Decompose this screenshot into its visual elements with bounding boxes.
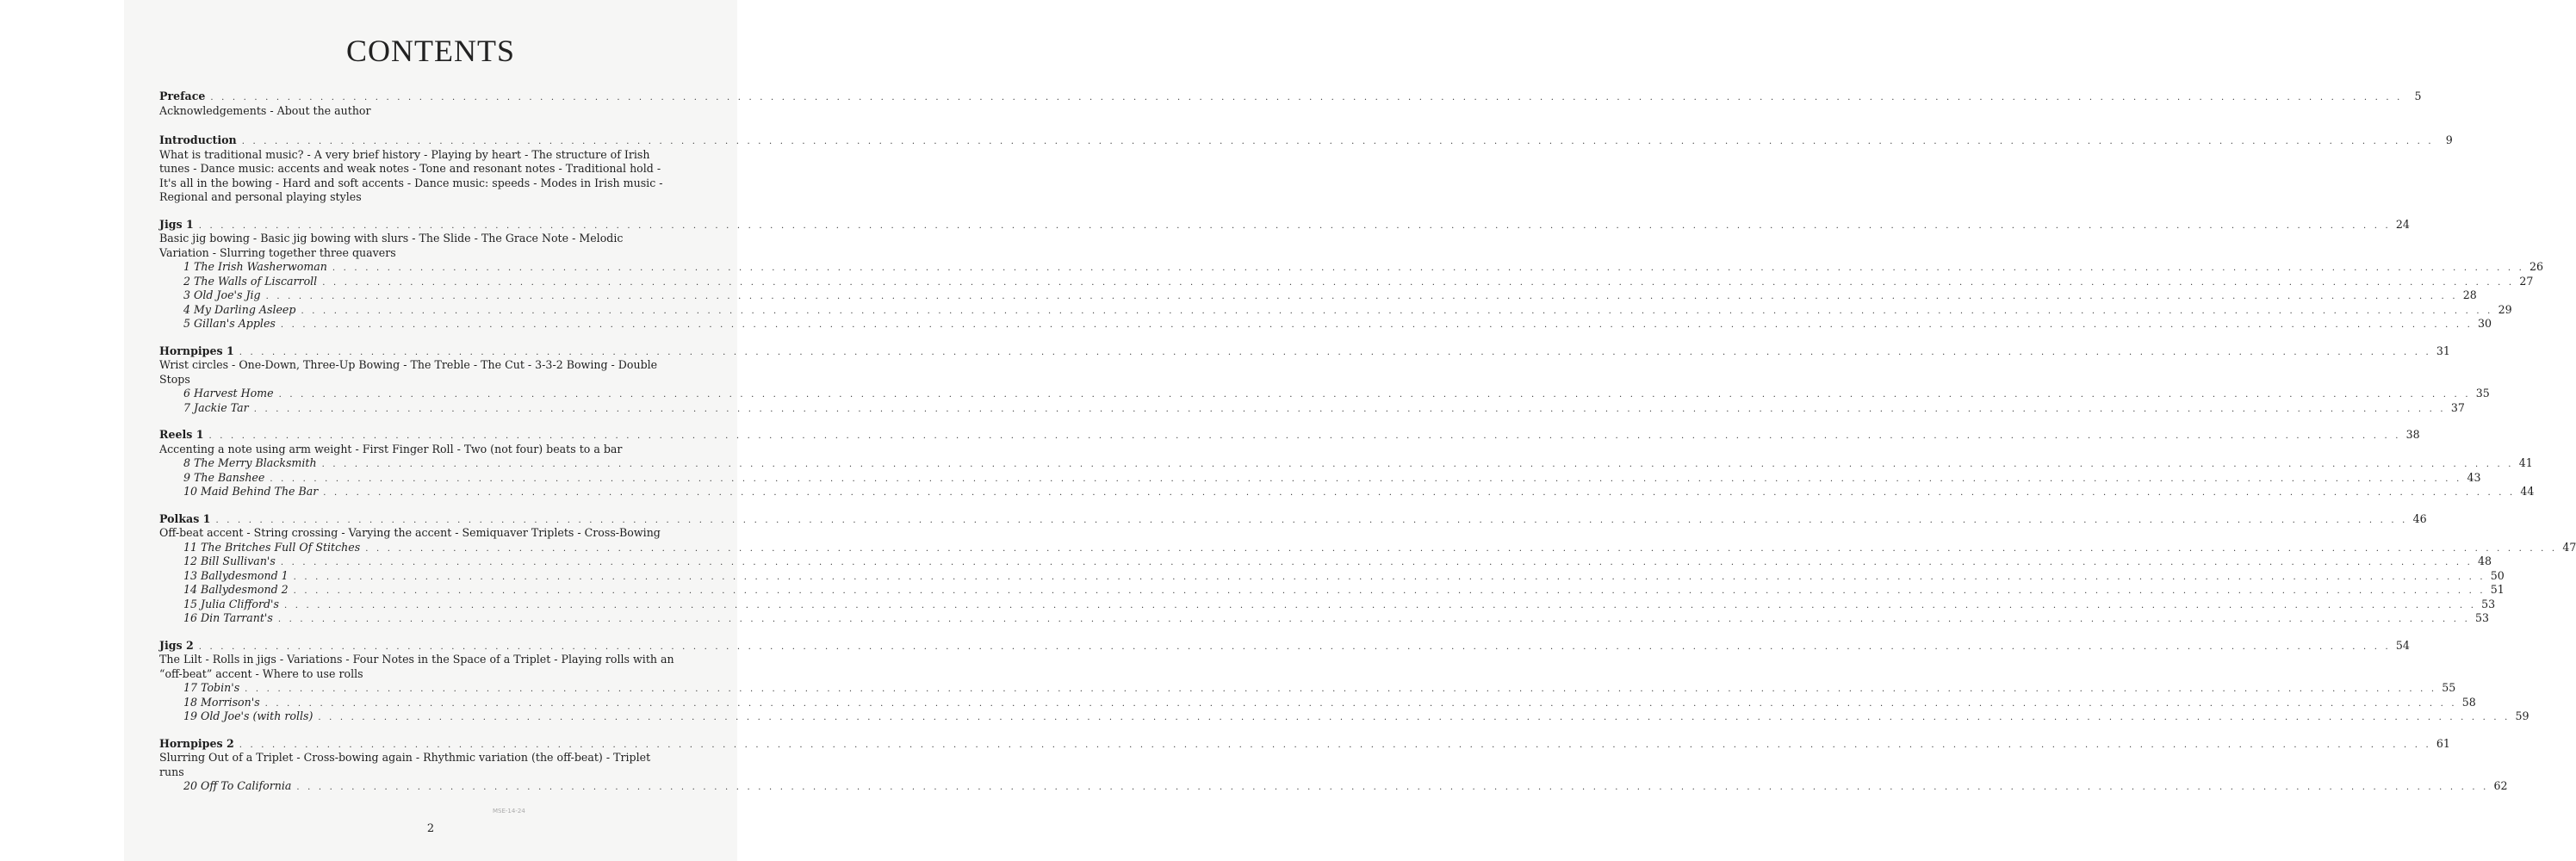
tune-title: 2 The Walls of Liscarroll (183, 274, 318, 288)
tune-entry (159, 554, 2492, 569)
dot-leader: . . . . . . . . . . . . . . . . . . . . . . . . . . . . . . . . . . . . . . . . . . . . . . . . . . . . . . . . . . . . . . . . . . . . . . . . . . . . . . . . . . . . . . . . . . . . . . . . . . . . . . . . . . . . . . . . . . . . . . . . . . . . . . . . . . . . . . . . . . . . . . . . . . . . . . . . . . . . . . . . . . . . . . . . . . . . . . . . . . . . . . . . . . . . . . . . . . . . . . . . (318, 713, 2511, 722)
dot-leader: . . . . . . . . . . . . . . . . . . . . . . . . . . . . . . . . . . . . . . . . . . . . . . . . . . . . . . . . . . . . . . . . . . . . . . . . . . . . . . . . . . . . . . . . . . . . . . . . . . . . . . . . . . . . . . . . . . . . . . . . . . . . . . . . . . . . . . . . . . . . . . . . . . . . . . . . . . . . . . . . . . . . . . . . . . . . . . . . . . . . . . . . . . . . . . . . . . . . . . . . (241, 137, 2434, 146)
section-description: The Lilt - Rolls in jigs - Variations - Four Notes in the Space of a Triplet - Playing rolls with an “off-beat” accent - Where to use rolls (159, 653, 674, 680)
dot-leader: . . . . . . . . . . . . . . . . . . . . . . . . . . . . . . . . . . . . . . . . . . . . . . . . . . . . . . . . . . . . . . . . . . . . . . . . . . . . . . . . . . . . . . . . . . . . . . . . . . . . . . . . . . . . . . . . . . . . . . . . . . . . . . . . . . . . . . . . . . . . . . . . . . . . . . . . . . . . . . . . . . . . . . . . . . . . . . . . . . . . . . . . . . . . . . . . . . . . . . . . (210, 93, 2403, 102)
tune-entry (159, 387, 2490, 401)
toc-section (159, 217, 2544, 331)
toc-section (159, 133, 2453, 205)
tune-page-number: 43 (2467, 470, 2481, 484)
section-description: Acknowledgements - About the author (159, 103, 371, 117)
toc-section (159, 428, 2535, 499)
tune-page-number: 53 (2481, 597, 2496, 610)
tune-entry (159, 779, 2508, 794)
tune-title: 14 Ballydesmond 2 (183, 583, 289, 596)
tune-title: 16 Din Tarrant's (183, 611, 273, 624)
tune-title: 4 My Darling Asleep (183, 302, 296, 316)
section-heading: Hornpipes 2 (159, 736, 234, 750)
tune-title: 6 Harvest Home (183, 387, 274, 400)
tune-title: 9 The Banshee (183, 470, 265, 484)
tune-page-number: 27 (2519, 274, 2534, 288)
section-page-number: 54 (2395, 638, 2410, 652)
tune-page-number: 44 (2520, 485, 2535, 498)
tune-page-number: 26 (2529, 260, 2544, 273)
section-heading-row (159, 344, 2450, 359)
toc-section (159, 638, 2529, 724)
tune-title: 15 Julia Clifford's (183, 597, 279, 610)
tune-page-number: 28 (2462, 288, 2477, 301)
dot-leader: . . . . . . . . . . . . . . . . . . . . . . . . . . . . . . . . . . . . . . . . . . . . . . . . . . . . . . . . . . . . . . . . . . . . . . . . . . . . . . . . . . . . . . . . . . . . . . . . . . . . . . . . . . . . . . . . . . . . . . . . . . . . . . . . . . . . . . . . . . . . . . . . . . . . . . . . . . . . . . . . . . . . . . . . . . . . . . . . . . . . . . . . . . . . . . . . . . . . . . . . (278, 390, 2471, 400)
dot-leader: . . . . . . . . . . . . . . . . . . . . . . . . . . . . . . . . . . . . . . . . . . . . . . . . . . . . . . . . . . . . . . . . . . . . . . . . . . . . . . . . . . . . . . . . . . . . . . . . . . . . . . . . . . . . . . . . . . . . . . . . . . . . . . . . . . . . . . . . . . . . . . . . . . . . . . . . . . . . . . . . . . . . . . . . . . . . . . . . . . . . . . . . . . . . . . . . . . . . . . . . (198, 641, 2391, 652)
tune-title: 20 Off To California (183, 779, 292, 792)
dot-leader: . . . . . . . . . . . . . . . . . . . . . . . . . . . . . . . . . . . . . . . . . . . . . . . . . . . . . . . . . . . . . . . . . . . . . . . . . . . . . . . . . . . . . . . . . . . . . . . . . . . . . . . . . . . . . . . . . . . . . . . . . . . . . . . . . . . . . . . . . . . . . . . . . . . . . . . . . . . . . . . . . . . . . . . . . . . . . . . . . . . . . . . . . . . . . . . . . . . . . . . . (280, 558, 2473, 567)
tune-entry (159, 260, 2544, 275)
tune-entry (159, 302, 2512, 318)
tune-title: 17 Tobin's (183, 681, 240, 694)
tune-entry (159, 274, 2534, 289)
dot-leader: . . . . . . . . . . . . . . . . . . . . . . . . . . . . . . . . . . . . . . . . . . . . . . . . . . . . . . . . . . . . . . . . . . . . . . . . . . . . . . . . . . . . . . . . . . . . . . . . . . . . . . . . . . . . . . . . . . . . . . . . . . . . . . . . . . . . . . . . . . . . . . . . . . . . . . . . . . . . . . . . . . . . . . . . . . . . . . . . . . . . . . . . . . . . . . . . . . . . . . . . (239, 347, 2431, 357)
dot-leader: . . . . . . . . . . . . . . . . . . . . . . . . . . . . . . . . . . . . . . . . . . . . . . . . . . . . . . . . . . . . . . . . . . . . . . . . . . . . . . . . . . . . . . . . . . . . . . . . . . . . . . . . . . . . . . . . . . . . . . . . . . . . . . . . . . . . . . . . . . . . . . . . . . . . . . . . . . . . . . . . . . . . . . . . . . . . . . . . . . . . . . . . . . . . . . . . . . . . . . . . (277, 615, 2470, 624)
dot-leader: . . . . . . . . . . . . . . . . . . . . . . . . . . . . . . . . . . . . . . . . . . . . . . . . . . . . . . . . . . . . . . . . . . . . . . . . . . . . . . . . . . . . . . . . . . . . . . . . . . . . . . . . . . . . . . . . . . . . . . . . . . . . . . . . . . . . . . . . . . . . . . . . . . . . . . . . . . . . . . . . . . . . . . . . . . . . . . . . . . . . . . . . . . . . . . . . . . . . . . . . (280, 320, 2473, 330)
tune-entry (159, 456, 2533, 471)
section-page-number: 9 (2445, 133, 2453, 146)
section-heading-row (159, 428, 2420, 443)
dot-leader: . . . . . . . . . . . . . . . . . . . . . . . . . . . . . . . . . . . . . . . . . . . . . . . . . . . . . . . . . . . . . . . . . . . . . . . . . . . . . . . . . . . . . . . . . . . . . . . . . . . . . . . . . . . . . . . . . . . . . . . . . . . . . . . . . . . . . . . . . . . . . . . . . . . . . . . . . . . . . . . . . . . . . . . . . . . . . . . . . . . . . . . . . . . . . . . . . . . . . . . . (293, 572, 2486, 582)
tune-page-number: 48 (2477, 554, 2492, 567)
tune-title: 18 Morrison's (183, 695, 260, 709)
dot-leader: . . . . . . . . . . . . . . . . . . . . . . . . . . . . . . . . . . . . . . . . . . . . . . . . . . . . . . . . . . . . . . . . . . . . . . . . . . . . . . . . . . . . . . . . . . . . . . . . . . . . . . . . . . . . . . . . . . . . . . . . . . . . . . . . . . . . . . . . . . . . . . . . . . . . . . . . . . . . . . . . . . . . . . . . . . . . . . . . . . . . . . . . . . . . . . . . . . . . . . . . (293, 586, 2486, 596)
section-heading: Jigs 2 (159, 638, 194, 652)
page-title: CONTENTS (346, 34, 515, 68)
tune-title: 7 Jackie Tar (183, 400, 249, 414)
dot-leader: . . . . . . . . . . . . . . . . . . . . . . . . . . . . . . . . . . . . . . . . . . . . . . . . . . . . . . . . . . . . . . . . . . . . . . . . . . . . . . . . . . . . . . . . . . . . . . . . . . . . . . . . . . . . . . . . . . . . . . . . . . . . . . . . . . . . . . . . . . . . . . . . . . . . . . . . . . . . . . . . . . . . . . . . . . . . . . . . . . . . . . . . . . . . . . . . . . . . . . . . (322, 277, 2515, 288)
tune-page-number: 62 (2493, 779, 2508, 792)
tune-title: 3 Old Joe's Jig (183, 288, 261, 301)
tune-entry (159, 485, 2535, 499)
section-heading: Reels 1 (159, 428, 204, 441)
tune-entry (159, 288, 2477, 303)
section-description: Wrist circles - One-Down, Three-Up Bowing - The Treble - The Cut - 3-3-2 Bowing - Double Stops (159, 358, 658, 386)
section-heading-row (159, 90, 2422, 104)
section-page-number: 46 (2412, 511, 2427, 525)
section-page-number: 31 (2436, 344, 2450, 357)
tune-entry (159, 597, 2496, 612)
section-description: What is traditional music? - A very brief history - Playing by heart - The structure of Irish tunes - Dance music: accents and weak notes - Tone and resonant notes - Traditional hold - It's all in the bowing - Hard and soft accents - Dance music: speeds - Modes in Irish music - Regional and personal playing styles (159, 147, 663, 203)
dot-leader: . . . . . . . . . . . . . . . . . . . . . . . . . . . . . . . . . . . . . . . . . . . . . . . . . . . . . . . . . . . . . . . . . . . . . . . . . . . . . . . . . . . . . . . . . . . . . . . . . . . . . . . . . . . . . . . . . . . . . . . . . . . . . . . . . . . . . . . . . . . . . . . . . . . . . . . . . . . . . . . . . . . . . . . . . . . . . . . . . . . . . . . . . . . . . . . . . . . . . . . . (332, 263, 2525, 273)
tune-title: 11 The Britches Full Of Stitches (183, 540, 361, 554)
section-heading: Introduction (159, 133, 237, 146)
tune-entry (159, 611, 2489, 626)
tune-entry (159, 400, 2465, 416)
section-heading: Preface (159, 90, 206, 102)
tune-entry (159, 540, 2576, 555)
tune-entry (159, 695, 2476, 710)
section-heading-row (159, 638, 2410, 653)
dot-leader: . . . . . . . . . . . . . . . . . . . . . . . . . . . . . . . . . . . . . . . . . . . . . . . . . . . . . . . . . . . . . . . . . . . . . . . . . . . . . . . . . . . . . . . . . . . . . . . . . . . . . . . . . . . . . . . . . . . . . . . . . . . . . . . . . . . . . . . . . . . . . . . . . . . . . . . . . . . . . . . . . . . . . . . . . . . . . . . . . . . . . . . . . . . . . . . . . . . . . . . . (321, 460, 2514, 469)
toc-section (159, 511, 2576, 626)
tune-page-number: 29 (2498, 302, 2512, 316)
section-description: Basic jig bowing - Basic jig bowing with slurs - The Slide - The Grace Note - Melodic Variation - Slurring together three quavers (159, 232, 624, 259)
section-heading-row (159, 133, 2453, 148)
tune-page-number: 55 (2442, 681, 2456, 694)
tune-title: 19 Old Joe's (with rolls) (183, 709, 313, 722)
dot-leader: . . . . . . . . . . . . . . . . . . . . . . . . . . . . . . . . . . . . . . . . . . . . . . . . . . . . . . . . . . . . . . . . . . . . . . . . . . . . . . . . . . . . . . . . . . . . . . . . . . . . . . . . . . . . . . . . . . . . . . . . . . . . . . . . . . . . . . . . . . . . . . . . . . . . . . . . . . . . . . . . . . . . . . . . . . . . . . . . . . . . . . . . . . . . . . . . . . . . . . . . (215, 515, 2408, 525)
dot-leader: . . . . . . . . . . . . . . . . . . . . . . . . . . . . . . . . . . . . . . . . . . . . . . . . . . . . . . . . . . . . . . . . . . . . . . . . . . . . . . . . . . . . . . . . . . . . . . . . . . . . . . . . . . . . . . . . . . . . . . . . . . . . . . . . . . . . . . . . . . . . . . . . . . . . . . . . . . . . . . . . . . . . . . . . . . . . . . . . . . . . . . . . . . . . . . . . . . . . . . . . (296, 783, 2489, 792)
section-heading-row (159, 511, 2427, 527)
section-heading: Polkas 1 (159, 511, 211, 525)
faint-stamp: MSE-14-24 (493, 808, 525, 815)
tune-entry (159, 583, 2505, 598)
section-heading-row (159, 736, 2450, 752)
tune-entry (159, 470, 2481, 486)
dot-leader: . . . . . . . . . . . . . . . . . . . . . . . . . . . . . . . . . . . . . . . . . . . . . . . . . . . . . . . . . . . . . . . . . . . . . . . . . . . . . . . . . . . . . . . . . . . . . . . . . . . . . . . . . . . . . . . . . . . . . . . . . . . . . . . . . . . . . . . . . . . . . . . . . . . . . . . . . . . . . . . . . . . . . . . . . . . . . . . . . . . . . . . . . . . . . . . . . . . . . . . . (301, 306, 2493, 316)
section-description: Slurring Out of a Triplet - Cross-bowing again - Rhythmic variation (the off-beat) - Triplet runs (159, 751, 651, 778)
tune-page-number: 35 (2475, 387, 2490, 400)
tune-title: 5 Gillan's Apples (183, 317, 276, 330)
section-page-number: 38 (2405, 428, 2420, 441)
section-page-number: 5 (2414, 90, 2422, 102)
section-description: Off-beat accent - String crossing - Varying the accent - Semiquaver Triplets - Cross-Bowing (159, 526, 661, 539)
tune-entry (159, 681, 2456, 696)
tune-entry (159, 317, 2492, 331)
tune-page-number: 53 (2474, 611, 2489, 624)
dot-leader: . . . . . . . . . . . . . . . . . . . . . . . . . . . . . . . . . . . . . . . . . . . . . . . . . . . . . . . . . . . . . . . . . . . . . . . . . . . . . . . . . . . . . . . . . . . . . . . . . . . . . . . . . . . . . . . . . . . . . . . . . . . . . . . . . . . . . . . . . . . . . . . . . . . . . . . . . . . . . . . . . . . . . . . . . . . . . . . . . . . . . . . . . . . . . . . . . . . . . . . . (253, 404, 2446, 414)
page-number: 2 (426, 822, 435, 835)
dot-leader: . . . . . . . . . . . . . . . . . . . . . . . . . . . . . . . . . . . . . . . . . . . . . . . . . . . . . . . . . . . . . . . . . . . . . . . . . . . . . . . . . . . . . . . . . . . . . . . . . . . . . . . . . . . . . . . . . . . . . . . . . . . . . . . . . . . . . . . . . . . . . . . . . . . . . . . . . . . . . . . . . . . . . . . . . . . . . . . . . . . . . . . . . . . . . . . . . . . . . . . . (245, 684, 2437, 694)
dot-leader: . . . . . . . . . . . . . . . . . . . . . . . . . . . . . . . . . . . . . . . . . . . . . . . . . . . . . . . . . . . . . . . . . . . . . . . . . . . . . . . . . . . . . . . . . . . . . . . . . . . . . . . . . . . . . . . . . . . . . . . . . . . . . . . . . . . . . . . . . . . . . . . . . . . . . . . . . . . . . . . . . . . . . . . . . . . . . . . . . . . . . . . . . . . . . . . . . . . . . . . . (265, 292, 2458, 301)
dot-leader: . . . . . . . . . . . . . . . . . . . . . . . . . . . . . . . . . . . . . . . . . . . . . . . . . . . . . . . . . . . . . . . . . . . . . . . . . . . . . . . . . . . . . . . . . . . . . . . . . . . . . . . . . . . . . . . . . . . . . . . . . . . . . . . . . . . . . . . . . . . . . . . . . . . . . . . . . . . . . . . . . . . . . . . . . . . . . . . . . . . . . . . . . . . . . . . . . . . . . . . . (264, 698, 2457, 709)
tune-page-number: 51 (2490, 583, 2505, 596)
dot-leader: . . . . . . . . . . . . . . . . . . . . . . . . . . . . . . . . . . . . . . . . . . . . . . . . . . . . . . . . . . . . . . . . . . . . . . . . . . . . . . . . . . . . . . . . . . . . . . . . . . . . . . . . . . . . . . . . . . . . . . . . . . . . . . . . . . . . . . . . . . . . . . . . . . . . . . . . . . . . . . . . . . . . . . . . . . . . . . . . . . . . . . . . . . . . . . . . . . . . . . . . (323, 488, 2516, 498)
dot-leader: . . . . . . . . . . . . . . . . . . . . . . . . . . . . . . . . . . . . . . . . . . . . . . . . . . . . . . . . . . . . . . . . . . . . . . . . . . . . . . . . . . . . . . . . . . . . . . . . . . . . . . . . . . . . . . . . . . . . . . . . . . . . . . . . . . . . . . . . . . . . . . . . . . . . . . . . . . . . . . . . . . . . . . . . . . . . . . . . . . . . . . . . . . . . . . . . . . . . . . . . (283, 600, 2477, 610)
tune-page-number: 47 (2562, 540, 2576, 554)
tune-title: 13 Ballydesmond 1 (183, 568, 289, 582)
section-heading: Jigs 1 (159, 217, 194, 231)
tune-page-number: 41 (2518, 456, 2533, 469)
tune-page-number: 50 (2490, 568, 2505, 582)
tune-page-number: 30 (2477, 317, 2492, 330)
toc-section (159, 90, 2422, 118)
tune-title: 1 The Irish Washerwoman (183, 260, 327, 273)
tune-page-number: 58 (2461, 695, 2476, 709)
dot-leader: . . . . . . . . . . . . . . . . . . . . . . . . . . . . . . . . . . . . . . . . . . . . . . . . . . . . . . . . . . . . . . . . . . . . . . . . . . . . . . . . . . . . . . . . . . . . . . . . . . . . . . . . . . . . . . . . . . . . . . . . . . . . . . . . . . . . . . . . . . . . . . . . . . . . . . . . . . . . . . . . . . . . . . . . . . . . . . . . . . . . . . . . . . . . . . . . . . . . . . . . (365, 543, 2558, 554)
dot-leader: . . . . . . . . . . . . . . . . . . . . . . . . . . . . . . . . . . . . . . . . . . . . . . . . . . . . . . . . . . . . . . . . . . . . . . . . . . . . . . . . . . . . . . . . . . . . . . . . . . . . . . . . . . . . . . . . . . . . . . . . . . . . . . . . . . . . . . . . . . . . . . . . . . . . . . . . . . . . . . . . . . . . . . . . . . . . . . . . . . . . . . . . . . . . . . . . . . . . . . . . (270, 474, 2462, 484)
section-description: Accenting a note using arm weight - First Finger Roll - Two (not four) beats to a bar (159, 442, 623, 455)
tune-entry (159, 568, 2505, 584)
toc-section (159, 736, 2508, 794)
tune-title: 12 Bill Sullivan's (183, 554, 276, 567)
section-heading: Hornpipes 1 (159, 344, 234, 357)
section-heading-row (159, 217, 2410, 232)
tune-title: 8 The Merry Blacksmith (183, 456, 317, 469)
tune-entry (159, 709, 2529, 724)
section-page-number: 24 (2395, 217, 2410, 231)
dot-leader: . . . . . . . . . . . . . . . . . . . . . . . . . . . . . . . . . . . . . . . . . . . . . . . . . . . . . . . . . . . . . . . . . . . . . . . . . . . . . . . . . . . . . . . . . . . . . . . . . . . . . . . . . . . . . . . . . . . . . . . . . . . . . . . . . . . . . . . . . . . . . . . . . . . . . . . . . . . . . . . . . . . . . . . . . . . . . . . . . . . . . . . . . . . . . . . . . . . . . . . . (198, 220, 2391, 231)
tune-page-number: 59 (2515, 709, 2529, 722)
dot-leader: . . . . . . . . . . . . . . . . . . . . . . . . . . . . . . . . . . . . . . . . . . . . . . . . . . . . . . . . . . . . . . . . . . . . . . . . . . . . . . . . . . . . . . . . . . . . . . . . . . . . . . . . . . . . . . . . . . . . . . . . . . . . . . . . . . . . . . . . . . . . . . . . . . . . . . . . . . . . . . . . . . . . . . . . . . . . . . . . . . . . . . . . . . . . . . . . . . . . . . . . (208, 431, 2401, 441)
tune-page-number: 37 (2450, 400, 2465, 414)
tune-title: 10 Maid Behind The Bar (183, 485, 319, 498)
section-page-number: 61 (2436, 736, 2450, 750)
toc-section (159, 344, 2490, 416)
table-of-contents (159, 90, 2576, 794)
dot-leader: . . . . . . . . . . . . . . . . . . . . . . . . . . . . . . . . . . . . . . . . . . . . . . . . . . . . . . . . . . . . . . . . . . . . . . . . . . . . . . . . . . . . . . . . . . . . . . . . . . . . . . . . . . . . . . . . . . . . . . . . . . . . . . . . . . . . . . . . . . . . . . . . . . . . . . . . . . . . . . . . . . . . . . . . . . . . . . . . . . . . . . . . . . . . . . . . . . . . . . . . (239, 740, 2431, 750)
document-page (124, 0, 2576, 861)
